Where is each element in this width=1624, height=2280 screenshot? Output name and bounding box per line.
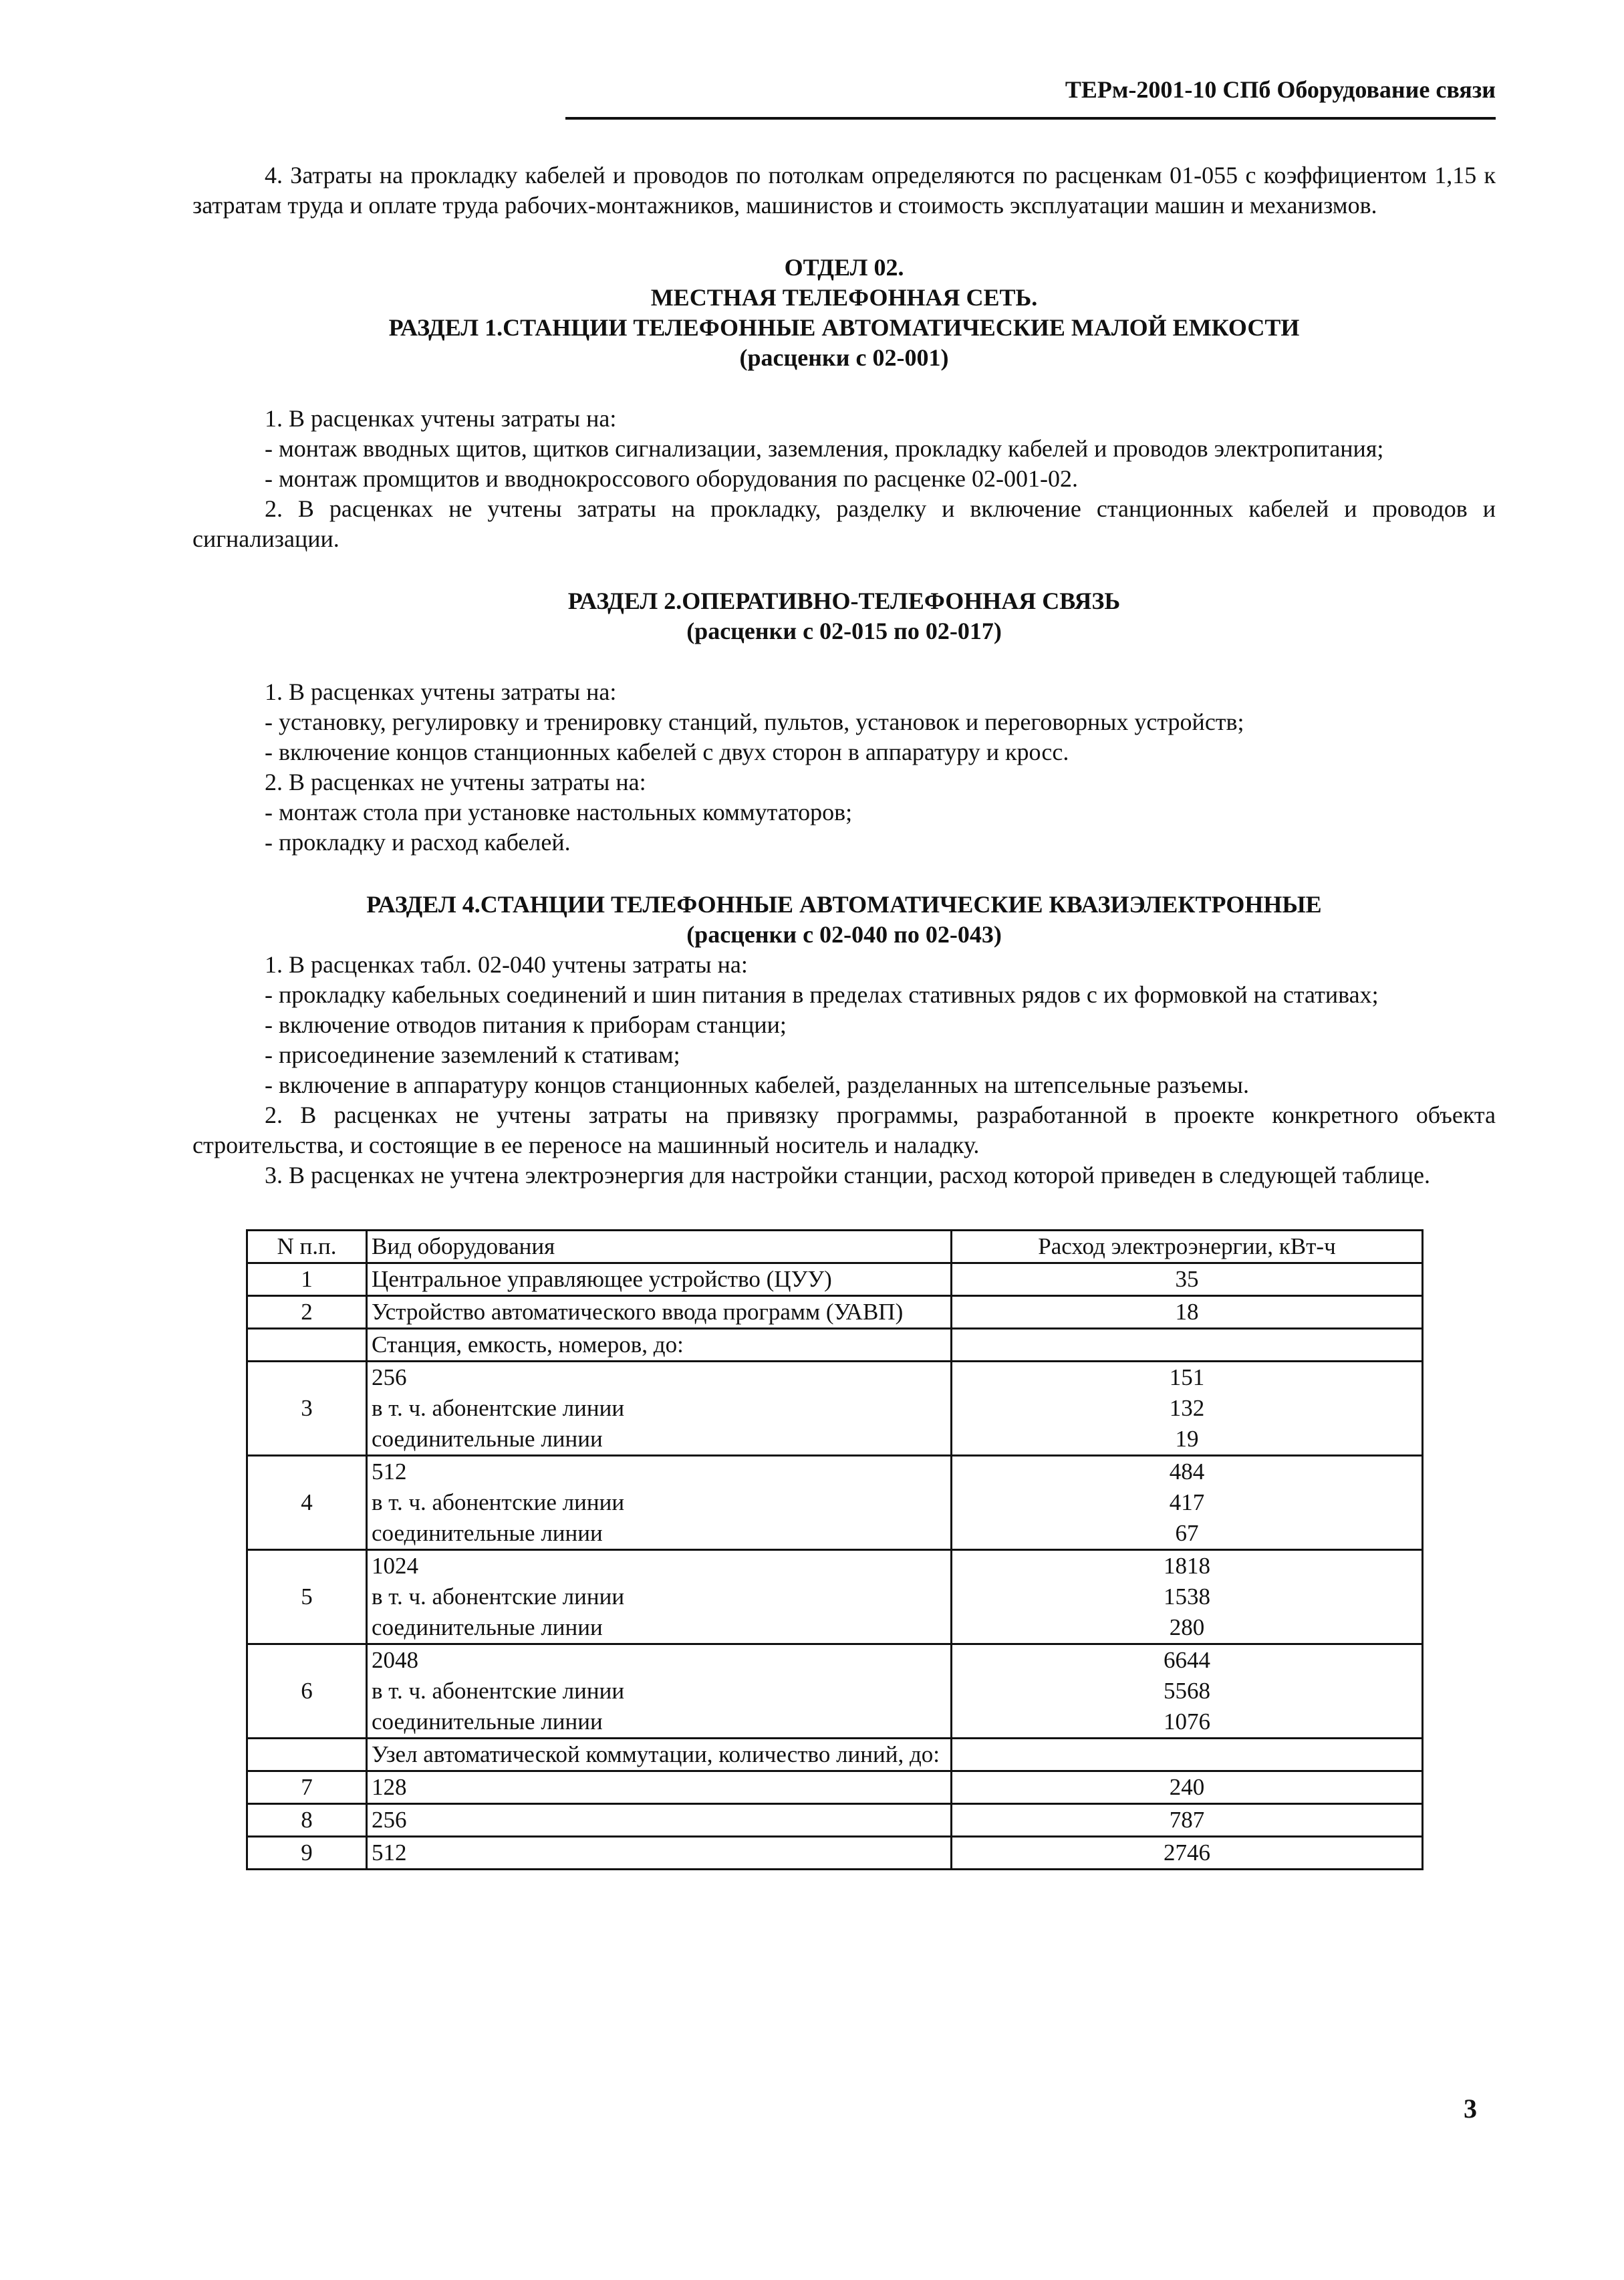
cell-number [247,1739,367,1771]
subscriber-lines-label: в т. ч. абонентские линии [372,1584,625,1610]
s4-item-3: - включение отводов питания к приборам станции; [265,1011,787,1038]
cell-energy [952,1362,1423,1456]
cell-number: 6 [247,1644,367,1739]
cell-equipment: 256 [367,1804,952,1837]
section-heading-otdel: ОТДЕЛ 02. [784,254,904,281]
section-subheading-razdel-2: (расценки с 02-015 по 02-017) [686,618,1002,644]
s4-item-1: 1. В расценках табл. 02-040 учтены затраты на: [265,951,748,978]
table-group-row [247,1739,1423,1771]
s2-item-6: - прокладку и расход кабелей. [265,829,571,856]
section-heading-network: МЕСТНАЯ ТЕЛЕФОННАЯ СЕТЬ. [650,284,1038,311]
cell-group-label: Станция, емкость, номеров, до: [367,1329,952,1362]
spacer [192,221,1496,253]
column-header-equipment: Вид оборудования [367,1231,952,1263]
subscriber-lines-label: в т. ч. абонентские линии [372,1678,625,1704]
page-header: ТЕРм-2001-10 СПб Оборудование связи [565,75,1496,120]
table-row [247,1456,1423,1550]
cell-equipment [367,1362,952,1456]
table-row [247,1550,1423,1644]
capacity-label: 2048 [372,1647,418,1673]
s1-item-3: - монтаж промщитов и вводнокроссового оборудования по расценке 02-001-02. [265,465,1078,492]
spacer [192,554,1496,586]
s1-item-1: 1. В расценках учтены затраты на: [265,405,617,432]
cell-energy: 2746 [952,1837,1423,1870]
cell-number: 4 [247,1456,367,1550]
table-row [247,1771,1423,1804]
spacer [192,858,1496,890]
s2-item-4: 2. В расценках не учтены затраты на: [265,769,646,795]
cell-energy [952,1550,1423,1644]
section-heading-razdel-1: РАЗДЕЛ 1.СТАНЦИИ ТЕЛЕФОННЫЕ АВТОМАТИЧЕСКИЕ МАЛОЙ ЕМКОСТИ [388,314,1300,341]
cell-energy [952,1329,1423,1362]
page-number: 3 [1464,2094,1477,2124]
cell-equipment: Центральное управляющее устройство (ЦУУ) [367,1263,952,1296]
table-header-row [247,1231,1423,1263]
subscriber-lines-value: 132 [1169,1395,1205,1421]
capacity-label: 512 [372,1459,407,1485]
table-row [247,1804,1423,1837]
energy-consumption-table [246,1229,1424,1870]
table-row [247,1644,1423,1739]
table-row [247,1362,1423,1456]
paragraph-4: 4. Затраты на прокладку кабелей и проводов по потолкам определяются по расценкам 01-055 с коэффициентом 1,15 к затратам труда и оплате труда рабочих-монтажников, машинистов и стоимость эксплуатации машин и механизмов. [192,162,1496,219]
cell-equipment [367,1644,952,1739]
cell-number: 7 [247,1771,367,1804]
connecting-lines-label: соединительные линии [372,1426,603,1452]
capacity-value: 1818 [1164,1553,1210,1579]
column-header-energy: Расход электроэнергии, кВт-ч [952,1231,1423,1263]
connecting-lines-value: 280 [1169,1614,1205,1640]
cell-number: 3 [247,1362,367,1456]
s4-item-5: - включение в аппаратуру концов станционных кабелей, разделанных на штепсельные разъемы. [265,1071,1249,1098]
table-row [247,1296,1423,1329]
cell-number: 5 [247,1550,367,1644]
section-subheading-razdel-1: (расценки с 02-001) [739,344,949,371]
page-content [192,160,1496,1870]
section-heading-razdel-4: РАЗДЕЛ 4.СТАНЦИИ ТЕЛЕФОННЫЕ АВТОМАТИЧЕСКИЕ КВАЗИЭЛЕКТРОННЫЕ [366,891,1322,918]
cell-energy: 787 [952,1804,1423,1837]
capacity-label: 1024 [372,1553,418,1579]
cell-energy: 35 [952,1263,1423,1296]
s2-item-3: - включение концов станционных кабелей с двух сторон в аппаратуру и кросс. [265,739,1069,765]
table-row [247,1263,1423,1296]
cell-equipment [367,1456,952,1550]
cell-equipment [367,1550,952,1644]
s4-item-6: 2. В расценках не учтены затраты на привязку программы, разработанной в проекте конкретного объекта строительства, и состоящие в ее переносе на машинный носитель и наладку. [192,1102,1496,1158]
cell-energy: 18 [952,1296,1423,1329]
table-row [247,1837,1423,1870]
cell-energy: 240 [952,1771,1423,1804]
s4-item-2: - прокладку кабельных соединений и шин питания в пределах стативных рядов с их формовкой на стативах; [265,981,1379,1008]
spacer [192,373,1496,404]
cell-number: 8 [247,1804,367,1837]
s4-item-7: 3. В расценках не учтена электроэнергия для настройки станции, расход которой приведен в следующей таблице. [265,1162,1430,1188]
cell-energy [952,1739,1423,1771]
cell-number [247,1329,367,1362]
cell-group-label: Узел автоматической коммутации, количество линий, до: [367,1739,952,1771]
s2-item-5: - монтаж стола при установке настольных коммутаторов; [265,799,853,826]
cell-equipment: Устройство автоматического ввода программ (УАВП) [367,1296,952,1329]
s2-item-1: 1. В расценках учтены затраты на: [265,678,617,705]
connecting-lines-value: 1076 [1164,1708,1210,1735]
subscriber-lines-value: 1538 [1164,1584,1210,1610]
spacer [192,646,1496,677]
capacity-value: 484 [1169,1459,1205,1485]
cell-number: 9 [247,1837,367,1870]
s2-item-2: - установку, регулировку и тренировку станций, пультов, установок и переговорных устройств; [265,709,1244,735]
connecting-lines-value: 67 [1175,1520,1199,1546]
cell-equipment: 128 [367,1771,952,1804]
subscriber-lines-value: 417 [1169,1489,1205,1515]
cell-number: 2 [247,1296,367,1329]
cell-energy [952,1456,1423,1550]
s1-item-2: - монтаж вводных щитов, щитков сигнализации, заземления, прокладку кабелей и проводов электропитания; [265,435,1384,462]
s4-item-4: - присоединение заземлений к стативам; [265,1041,680,1068]
column-header-number: N п.п. [247,1231,367,1263]
connecting-lines-value: 19 [1175,1426,1199,1452]
capacity-label: 256 [372,1364,407,1390]
cell-equipment: 512 [367,1837,952,1870]
connecting-lines-label: соединительные линии [372,1708,603,1735]
capacity-value: 151 [1169,1364,1205,1390]
section-heading-razdel-2: РАЗДЕЛ 2.ОПЕРАТИВНО-ТЕЛЕФОННАЯ СВЯЗЬ [567,588,1121,614]
s1-item-4: 2. В расценках не учтены затраты на прокладку, разделку и включение станционных кабелей и проводов и сигнализации. [192,495,1496,552]
subscriber-lines-label: в т. ч. абонентские линии [372,1395,625,1421]
table-group-row [247,1329,1423,1362]
capacity-value: 6644 [1164,1647,1210,1673]
cell-energy [952,1644,1423,1739]
subscriber-lines-label: в т. ч. абонентские линии [372,1489,625,1515]
cell-number: 1 [247,1263,367,1296]
connecting-lines-label: соединительные линии [372,1614,603,1640]
section-subheading-razdel-4: (расценки с 02-040 по 02-043) [686,921,1002,948]
subscriber-lines-value: 5568 [1164,1678,1210,1704]
connecting-lines-label: соединительные линии [372,1520,603,1546]
